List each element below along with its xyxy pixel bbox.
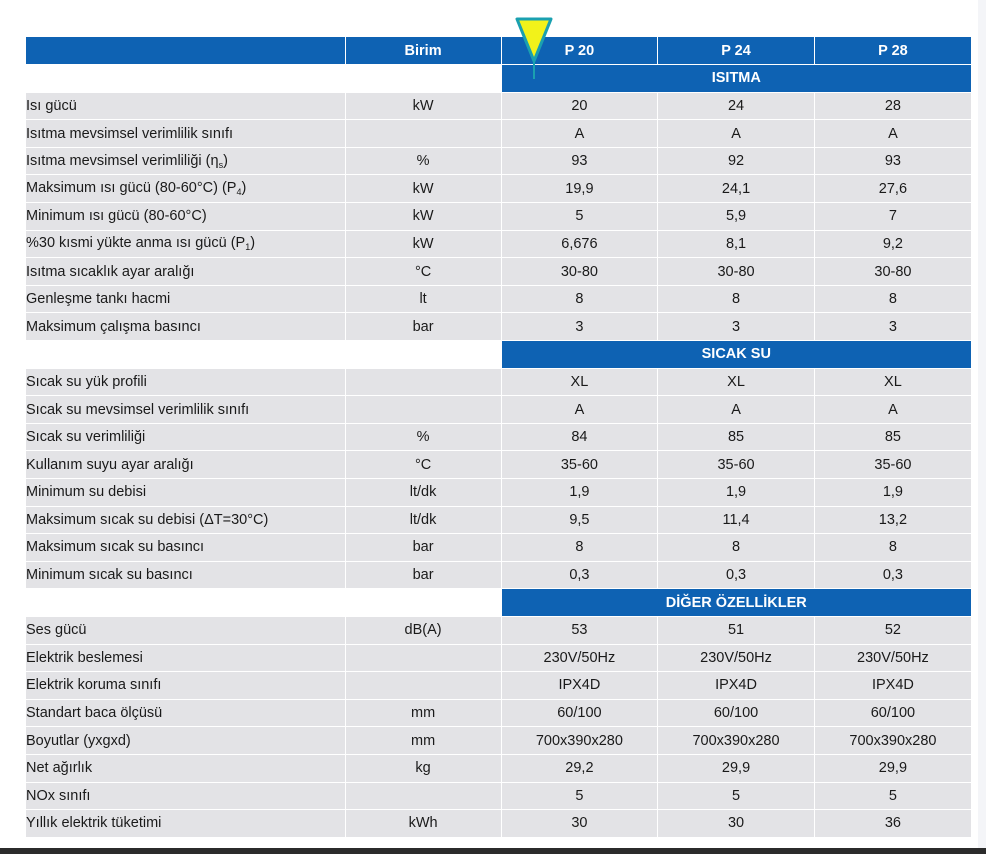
section-spacer xyxy=(345,65,501,93)
table-row xyxy=(26,175,971,203)
parameter-label: %30 kısmi yükte anma ısı gücü (P xyxy=(26,235,246,252)
value-cell-model-3: XL xyxy=(814,368,971,396)
parameter-label: Maksimum sıcak su basıncı xyxy=(26,539,205,556)
table-row xyxy=(26,451,971,479)
table-row xyxy=(26,561,971,589)
parameter-cell xyxy=(26,230,345,258)
value-cell-model-2: 3 xyxy=(658,313,815,341)
parameter-cell xyxy=(26,396,345,424)
value-cell-model-2: 0,3 xyxy=(658,561,815,589)
value-cell-model-3: 5 xyxy=(814,782,971,810)
section-spacer xyxy=(26,589,345,617)
value-cell-model-3: A xyxy=(814,396,971,424)
parameter-cell xyxy=(26,285,345,313)
unit-cell: % xyxy=(345,423,501,451)
unit-cell xyxy=(345,120,501,148)
section-spacer xyxy=(26,341,345,369)
value-cell-model-3: 1,9 xyxy=(814,479,971,507)
header-model-3: P 28 xyxy=(814,37,971,65)
value-cell-model-2: 11,4 xyxy=(658,506,815,534)
page-edge xyxy=(978,0,986,854)
value-cell-model-2: 30-80 xyxy=(658,258,815,286)
value-cell-model-1: 30 xyxy=(501,810,658,838)
value-cell-model-1: 5 xyxy=(501,782,658,810)
value-cell-model-1: 9,5 xyxy=(501,506,658,534)
section-spacer xyxy=(26,65,345,93)
parameter-cell xyxy=(26,120,345,148)
value-cell-model-2: 51 xyxy=(658,616,815,644)
parameter-label: Maksimum sıcak su debisi (ΔT=30°C) xyxy=(26,511,269,528)
table-row xyxy=(26,120,971,148)
section-spacer xyxy=(345,341,501,369)
section-title: SICAK SU xyxy=(501,341,971,369)
value-cell-model-3: 9,2 xyxy=(814,230,971,258)
unit-cell: lt xyxy=(345,285,501,313)
value-cell-model-2: IPX4D xyxy=(658,672,815,700)
parameter-label: Boyutlar (yxgxd) xyxy=(26,732,131,749)
parameter-cell xyxy=(26,368,345,396)
value-cell-model-2: 92 xyxy=(658,147,815,175)
unit-cell: kW xyxy=(345,230,501,258)
parameter-cell xyxy=(26,782,345,810)
parameter-label: Sıcak su verimliliği xyxy=(26,429,146,446)
value-cell-model-2: 5,9 xyxy=(658,203,815,231)
parameter-subscript: 4 xyxy=(236,187,242,198)
parameter-label: Yıllık elektrik tüketimi xyxy=(26,815,162,832)
parameter-label: Minimum sıcak su basıncı xyxy=(26,567,193,584)
value-cell-model-2: 1,9 xyxy=(658,479,815,507)
value-cell-model-2: 35-60 xyxy=(658,451,815,479)
table-row xyxy=(26,313,971,341)
table-row xyxy=(26,534,971,562)
unit-cell xyxy=(345,782,501,810)
unit-cell: °C xyxy=(345,258,501,286)
bottom-edge-bar xyxy=(0,848,986,854)
header-model-1: P 20 xyxy=(501,37,658,65)
value-cell-model-1: 93 xyxy=(501,147,658,175)
value-cell-model-1: 35-60 xyxy=(501,451,658,479)
value-cell-model-1: A xyxy=(501,396,658,424)
parameter-cell xyxy=(26,203,345,231)
value-cell-model-1: 8 xyxy=(501,285,658,313)
parameter-label: Kullanım suyu ayar aralığı xyxy=(26,456,194,473)
value-cell-model-3: IPX4D xyxy=(814,672,971,700)
parameter-cell xyxy=(26,561,345,589)
unit-cell: kg xyxy=(345,754,501,782)
value-cell-model-1: 29,2 xyxy=(501,754,658,782)
table-row xyxy=(26,258,971,286)
unit-cell: % xyxy=(345,147,501,175)
table-row xyxy=(26,810,971,838)
parameter-cell xyxy=(26,451,345,479)
value-cell-model-3: 28 xyxy=(814,92,971,120)
value-cell-model-1: IPX4D xyxy=(501,672,658,700)
parameter-label: Elektrik koruma sınıfı xyxy=(26,677,162,694)
value-cell-model-3: 8 xyxy=(814,534,971,562)
header-row xyxy=(26,37,971,65)
parameter-label: Sıcak su yük profili xyxy=(26,373,147,390)
parameter-cell xyxy=(26,534,345,562)
table-row xyxy=(26,782,971,810)
header-model-2: P 24 xyxy=(658,37,815,65)
unit-cell: mm xyxy=(345,699,501,727)
parameter-cell xyxy=(26,258,345,286)
section-row xyxy=(26,589,971,617)
table-row xyxy=(26,203,971,231)
parameter-subscript: s xyxy=(218,159,224,170)
parameter-cell xyxy=(26,423,345,451)
parameter-cell xyxy=(26,313,345,341)
parameter-cell xyxy=(26,754,345,782)
parameter-label: Ses gücü xyxy=(26,622,87,639)
parameter-cell xyxy=(26,672,345,700)
parameter-cell xyxy=(26,175,345,203)
parameter-cell xyxy=(26,644,345,672)
value-cell-model-3: 30-80 xyxy=(814,258,971,286)
parameter-label: Genleşme tankı hacmi xyxy=(26,291,171,308)
table-row xyxy=(26,754,971,782)
unit-cell: °C xyxy=(345,451,501,479)
value-cell-model-3: 8 xyxy=(814,285,971,313)
value-cell-model-1: 5 xyxy=(501,203,658,231)
value-cell-model-1: 0,3 xyxy=(501,561,658,589)
value-cell-model-1: 53 xyxy=(501,616,658,644)
down-triangle-marker-icon xyxy=(515,17,553,81)
table-row xyxy=(26,230,971,258)
parameter-cell xyxy=(26,92,345,120)
value-cell-model-3: 0,3 xyxy=(814,561,971,589)
table-row xyxy=(26,616,971,644)
value-cell-model-3: 3 xyxy=(814,313,971,341)
parameter-cell xyxy=(26,479,345,507)
value-cell-model-1: 6,676 xyxy=(501,230,658,258)
unit-cell: bar xyxy=(345,313,501,341)
unit-cell: lt/dk xyxy=(345,479,501,507)
value-cell-model-2: 8 xyxy=(658,285,815,313)
value-cell-model-2: XL xyxy=(658,368,815,396)
parameter-cell xyxy=(26,727,345,755)
parameter-label: Sıcak su mevsimsel verimlilik sınıfı xyxy=(26,401,250,418)
value-cell-model-2: 24 xyxy=(658,92,815,120)
table-row xyxy=(26,147,971,175)
value-cell-model-1: 700x390x280 xyxy=(501,727,658,755)
parameter-label: Minimum su debisi xyxy=(26,484,147,501)
value-cell-model-1: 1,9 xyxy=(501,479,658,507)
value-cell-model-2: 24,1 xyxy=(658,175,815,203)
parameter-label: Maksimum ısı gücü (80-60°C) (P xyxy=(26,180,237,197)
unit-cell: kW xyxy=(345,92,501,120)
value-cell-model-1: 230V/50Hz xyxy=(501,644,658,672)
unit-cell: lt/dk xyxy=(345,506,501,534)
value-cell-model-1: 60/100 xyxy=(501,699,658,727)
value-cell-model-3: 85 xyxy=(814,423,971,451)
parameter-cell xyxy=(26,616,345,644)
value-cell-model-3: 35-60 xyxy=(814,451,971,479)
parameter-label-end: ) xyxy=(241,180,247,197)
unit-cell: dB(A) xyxy=(345,616,501,644)
section-title: ISITMA xyxy=(501,65,971,93)
value-cell-model-1: 19,9 xyxy=(501,175,658,203)
parameter-cell xyxy=(26,699,345,727)
spec-body xyxy=(26,65,971,838)
value-cell-model-2: 700x390x280 xyxy=(658,727,815,755)
parameter-label: Minimum ısı gücü (80-60°C) xyxy=(26,208,207,225)
spec-table xyxy=(26,37,971,838)
value-cell-model-2: 30 xyxy=(658,810,815,838)
table-row xyxy=(26,92,971,120)
value-cell-model-2: 85 xyxy=(658,423,815,451)
header-unit: Birim xyxy=(345,37,501,65)
parameter-label: Net ağırlık xyxy=(26,760,93,777)
value-cell-model-1: 30-80 xyxy=(501,258,658,286)
parameter-cell xyxy=(26,147,345,175)
parameter-label: NOx sınıfı xyxy=(26,787,91,804)
unit-cell xyxy=(345,368,501,396)
unit-cell: kWh xyxy=(345,810,501,838)
value-cell-model-1: 8 xyxy=(501,534,658,562)
section-spacer xyxy=(345,589,501,617)
value-cell-model-1: 20 xyxy=(501,92,658,120)
value-cell-model-1: 84 xyxy=(501,423,658,451)
value-cell-model-3: A xyxy=(814,120,971,148)
section-row xyxy=(26,341,971,369)
value-cell-model-1: 3 xyxy=(501,313,658,341)
value-cell-model-2: A xyxy=(658,120,815,148)
parameter-label-end: ) xyxy=(250,235,256,252)
table-row xyxy=(26,396,971,424)
value-cell-model-2: A xyxy=(658,396,815,424)
table-row xyxy=(26,644,971,672)
value-cell-model-3: 52 xyxy=(814,616,971,644)
value-cell-model-2: 8,1 xyxy=(658,230,815,258)
parameter-label: Maksimum çalışma basıncı xyxy=(26,318,201,335)
table-row xyxy=(26,285,971,313)
header-blank xyxy=(26,37,345,65)
parameter-label: Standart baca ölçüsü xyxy=(26,705,163,722)
value-cell-model-1: XL xyxy=(501,368,658,396)
parameter-label: Elektrik beslemesi xyxy=(26,649,143,666)
table-row xyxy=(26,368,971,396)
value-cell-model-3: 13,2 xyxy=(814,506,971,534)
section-title: DİĞER ÖZELLİKLER xyxy=(501,589,971,617)
value-cell-model-3: 93 xyxy=(814,147,971,175)
unit-cell: bar xyxy=(345,534,501,562)
value-cell-model-3: 7 xyxy=(814,203,971,231)
parameter-subscript: 1 xyxy=(245,242,251,253)
parameter-cell xyxy=(26,810,345,838)
unit-cell: kW xyxy=(345,203,501,231)
table-row xyxy=(26,699,971,727)
table-row xyxy=(26,479,971,507)
value-cell-model-1: A xyxy=(501,120,658,148)
parameter-label: Isıtma mevsimsel verimliliği (η xyxy=(26,152,219,169)
unit-cell xyxy=(345,396,501,424)
unit-cell xyxy=(345,644,501,672)
value-cell-model-2: 60/100 xyxy=(658,699,815,727)
unit-cell: bar xyxy=(345,561,501,589)
value-cell-model-2: 29,9 xyxy=(658,754,815,782)
unit-cell xyxy=(345,672,501,700)
parameter-label: Isıtma sıcaklık ayar aralığı xyxy=(26,263,195,280)
value-cell-model-2: 8 xyxy=(658,534,815,562)
value-cell-model-3: 36 xyxy=(814,810,971,838)
parameter-cell xyxy=(26,506,345,534)
value-cell-model-2: 230V/50Hz xyxy=(658,644,815,672)
table-row xyxy=(26,506,971,534)
parameter-label: Isı gücü xyxy=(26,97,77,114)
unit-cell: kW xyxy=(345,175,501,203)
table-row xyxy=(26,727,971,755)
value-cell-model-3: 700x390x280 xyxy=(814,727,971,755)
parameter-label: Isıtma mevsimsel verimlilik sınıfı xyxy=(26,125,234,142)
table-row xyxy=(26,423,971,451)
table-row xyxy=(26,672,971,700)
unit-cell: mm xyxy=(345,727,501,755)
parameter-label-end: ) xyxy=(223,152,228,169)
value-cell-model-3: 60/100 xyxy=(814,699,971,727)
value-cell-model-3: 27,6 xyxy=(814,175,971,203)
value-cell-model-3: 29,9 xyxy=(814,754,971,782)
value-cell-model-2: 5 xyxy=(658,782,815,810)
value-cell-model-3: 230V/50Hz xyxy=(814,644,971,672)
section-row xyxy=(26,65,971,93)
